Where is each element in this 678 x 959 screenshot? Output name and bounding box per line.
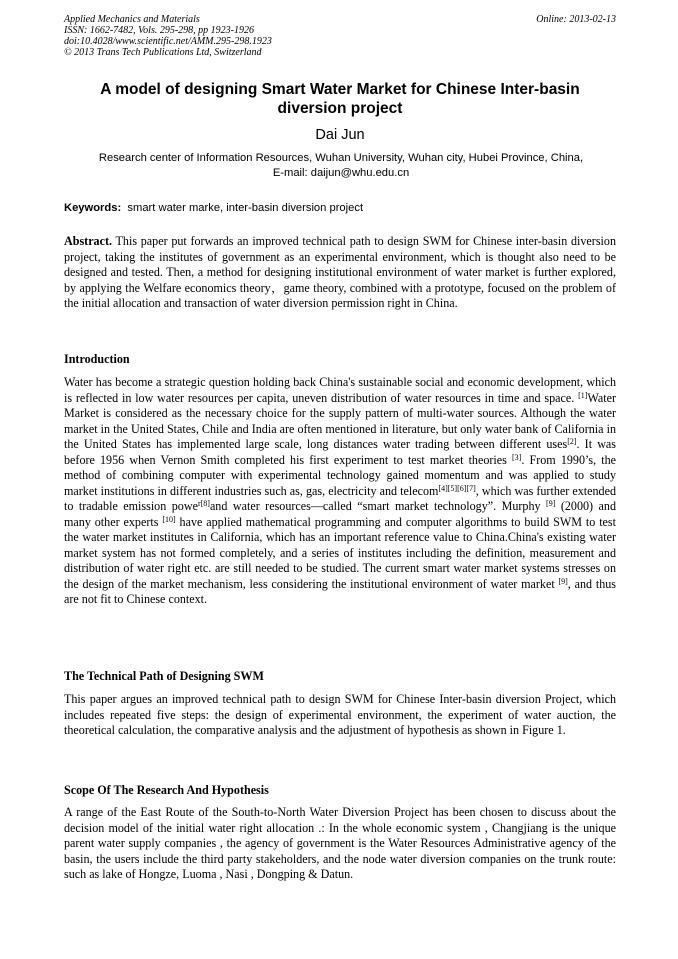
affiliation-line: Research center of Information Resources, Wuhan University, Wuhan city, Hubei Province, China, [98,152,584,164]
author-name: Dai Jun [315,127,365,143]
keywords-label: Keywords: [64,202,122,214]
introduction-heading: Introduction [64,352,130,366]
technical-path-body: This paper argues an improved technical path to design SWM for Chinese Inter-basin diversion Project, which includes repeated five steps: the design of experimental environment, the experiment of water auction, the theoretical calculation, the comparative analysis and the adjustment of hypothesis as shown in Figure 1. [64,692,616,737]
citation: [9] [546,499,556,508]
technical-path-heading: The Technical Path of Designing SWM [64,669,264,683]
introduction-body [64,375,616,608]
citation: [9] [558,576,568,586]
intro-text: (2000) and many other experts [64,499,616,529]
intro-text: . From 1990’s, the method of combining computer with experimental technology gained momentum and was applied to study market institutions in different industries such as, gas, electricity and telecom [64,452,616,498]
citation: [4][5][6][7] [438,483,476,493]
keywords-text: smart water marke, inter-basin diversion project [127,202,364,214]
online-date: Online: 2013-02-13 [536,14,616,25]
scope-heading: Scope Of The Research And Hypothesis [64,783,269,797]
paper-title: A model of designing Smart Water Market for Chinese Inter-basin diversion project [100,81,580,117]
keywords [64,201,616,216]
doi-line: doi:10.4028/www.scientific.net/AMM.295-298.1923 [64,36,272,47]
abstract-label: Abstract. [64,234,113,248]
author-email: E-mail: daijun@whu.edu.cn [272,167,410,179]
intro-text: have applied mathematical programming and computer algorithms to build SWM to test the water market institutes in California, which has an important reference value to China.China's existing water market system has not formed completely, and a series of institutes including the definition, measurement and distribution of water right etc. are still needed to be studied. The current smart water market systems stresses on the design of the market mechanism, less considering the institutional environment of water market [64,514,616,591]
affiliation [58,151,624,181]
citation: r[8] [197,499,210,508]
issn-line: ISSN: 1662-7482, Vols. 295-298, pp 1923-1926 [64,25,254,36]
intro-text: . It was before 1956 when Vernon Smith completed his first experiment to test market theories [64,437,616,467]
intro-text: Water has become a strategic question holding back China's sustainable social and economic development, which is reflected in low water resources per capita, uneven distribution of water resources in time and space. [64,375,616,405]
scope-body: A range of the East Route of the South-to-North Water Diversion Project has been chosen to discuss about the decision model of the initial water right allocation .: In the whole economic system , Changjiang is the unique parent water supply companies , the agency of government is the Water Resources Administrative agency of the basin, the users include the third party stakeholders, and the node water diversion companies on the trunk route: such as lake of Hongze, Luoma , Nasi , Dongping & Datun. [64,805,616,881]
citation: [1] [578,390,588,400]
intro-text: and water resources—called “smart market technology”. Murphy [209,499,547,513]
intro-text: Water Market is considered as the necessary choice for the supply pattern of multi-water sources. Although the water market in the United States, Chile and India are often mentioned in literature, but only water bank of California in the United States has implemented large scale, long distances water trading between different uses [64,390,616,451]
citation: [10] [162,514,176,524]
abstract-text: This paper put forwards an improved technical path to design SWM for Chinese inter-basin diversion project, taking the institutes of government as an experimental environment, which is thought also need to be designed and tested. Then, a method for designing institutional environment of water market is further explored, by applying the Welfare economics theory，game theory, combined with a prototype, focused on the problem of the initial allocation and transaction of water diversion permission right in China. [64,234,616,310]
citation: [3] [512,452,522,462]
intro-text: , and thus are not fit to Chinese context. [64,576,616,606]
copyright-line: © 2013 Trans Tech Publications Ltd, Switzerland [64,47,262,58]
journal-name: Applied Mechanics and Materials [64,14,200,25]
citation: [2] [567,437,577,446]
intro-text: , which was further extended to tradable emission powe [64,483,616,513]
abstract [64,234,616,312]
journal-header [64,14,616,58]
